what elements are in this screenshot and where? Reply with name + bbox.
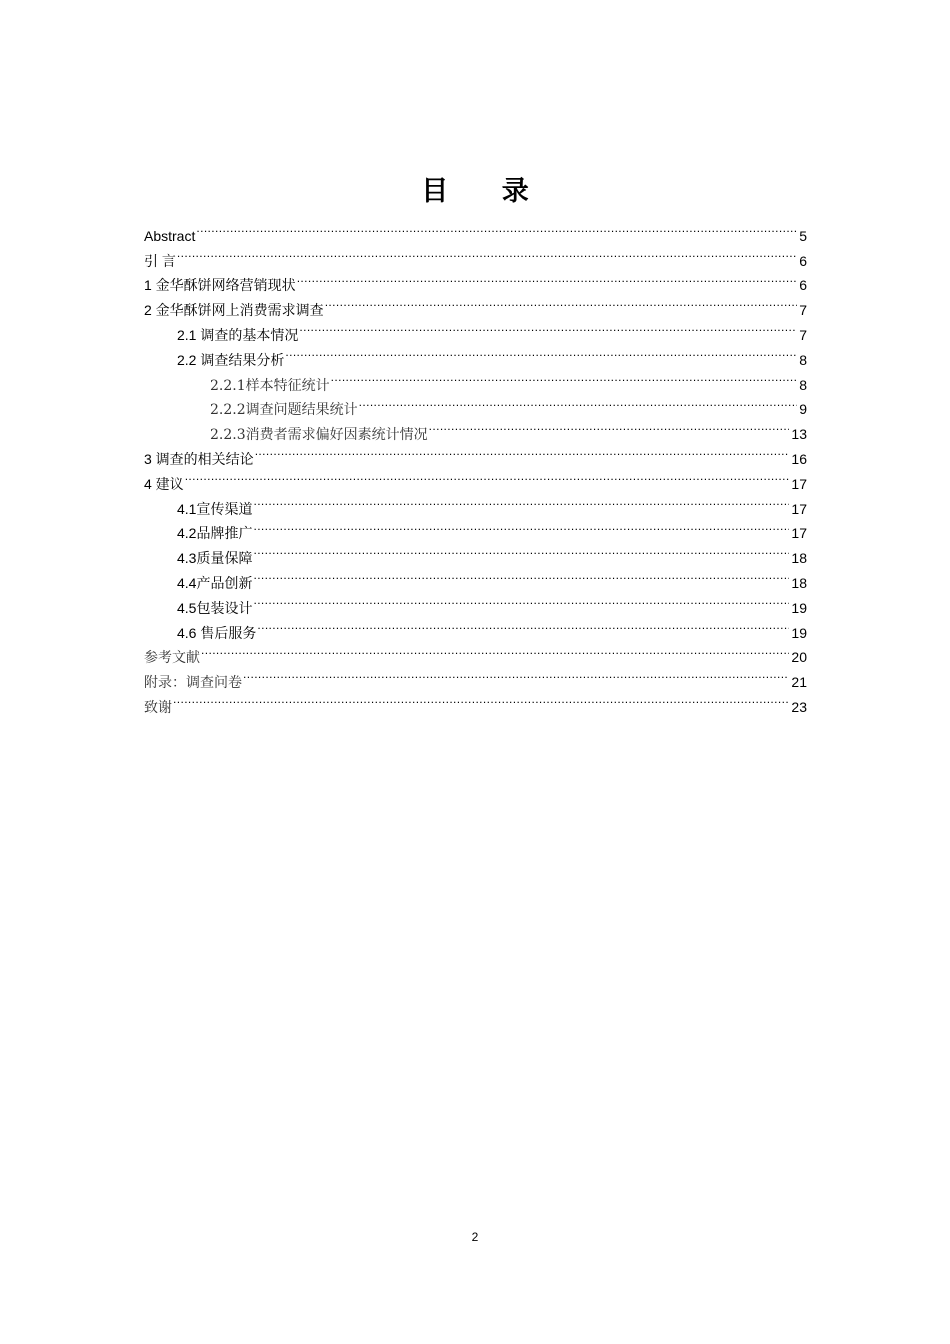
toc-entry-label: 引 言 (144, 252, 176, 269)
toc-entry-page-number: 18 (791, 574, 807, 591)
toc-dot-leader (243, 662, 789, 687)
toc-entry[interactable] (144, 241, 807, 269)
toc-entry-page-number: 6 (799, 252, 807, 269)
toc-entry-page-number: 6 (799, 277, 807, 294)
toc-entry-label: 4.3质量保障 (177, 550, 253, 567)
toc-entry[interactable] (144, 489, 807, 517)
toc-entry-label: 2.2 调查结果分析 (177, 351, 285, 368)
toc-dot-leader (257, 613, 789, 638)
toc-entry-label: 参考文献 (144, 650, 200, 667)
toc-entry-label: 附录：调查问卷 (144, 675, 242, 692)
toc-entry-page-number: 19 (791, 599, 807, 616)
toc-entry-page-number: 17 (791, 525, 807, 542)
toc-dot-leader (285, 340, 797, 365)
toc-entry-label: 2.1 调查的基本情况 (177, 326, 299, 343)
toc-dot-leader (196, 216, 797, 241)
toc-entry-label: 4.6 售后服务 (177, 624, 257, 641)
toc-dot-leader (359, 390, 798, 415)
toc-dot-leader (429, 414, 790, 439)
toc-entry-page-number: 20 (791, 649, 807, 666)
toc-entry-page-number: 18 (791, 550, 807, 567)
toc-entry-page-number: 5 (799, 227, 807, 244)
toc-entry-page-number: 19 (791, 624, 807, 641)
toc-entry-page-number: 13 (791, 426, 807, 443)
toc-entry-label: Abstract (144, 227, 196, 244)
toc-dot-leader (299, 315, 797, 340)
toc-entry-label: 2.2.3消费者需求偏好因素统计情况 (210, 427, 428, 444)
toc-entry[interactable] (144, 216, 807, 244)
toc-dot-leader (173, 687, 789, 712)
toc-entry-label: 4.5包装设计 (177, 599, 253, 616)
toc-entry-page-number: 8 (799, 351, 807, 368)
toc-entry-label: 致谢 (144, 699, 172, 716)
toc-dot-leader (177, 241, 797, 266)
toc-dot-leader (185, 464, 790, 489)
toc-entry-page-number: 8 (799, 376, 807, 393)
toc-entry-page-number: 17 (791, 500, 807, 517)
toc-title: 目 录 (421, 176, 551, 207)
toc-entry-label: 3 调查的相关结论 (144, 450, 254, 467)
toc-entry-label: 4.4产品创新 (177, 574, 253, 591)
toc-entry[interactable] (144, 266, 807, 294)
toc-entry-label: 2.2.2调查问题结果统计 (210, 402, 358, 419)
table-of-contents (144, 216, 807, 716)
toc-entry[interactable] (144, 662, 807, 692)
toc-entry-page-number: 21 (791, 674, 807, 691)
toc-entry-label: 2.2.1样本特征统计 (210, 377, 330, 394)
toc-entry-label: 2 金华酥饼网上消费需求调查 (144, 302, 324, 319)
page-number: 2 (471, 1230, 479, 1244)
toc-entry-page-number: 7 (799, 326, 807, 343)
toc-entry[interactable] (144, 687, 807, 716)
toc-dot-leader (253, 588, 789, 613)
toc-entry-page-number: 17 (791, 475, 807, 492)
toc-dot-leader (253, 514, 789, 539)
toc-dot-leader (201, 638, 789, 663)
toc-entry-label: 4.2品牌推广 (177, 525, 253, 542)
toc-entry-label: 4 建议 (144, 475, 184, 492)
toc-dot-leader (297, 266, 798, 291)
toc-dot-leader (253, 489, 789, 514)
toc-entry-label: 1 金华酥饼网络营销现状 (144, 277, 296, 294)
toc-entry[interactable] (144, 638, 807, 667)
toc-entry-page-number: 9 (799, 401, 807, 418)
toc-dot-leader (253, 538, 789, 563)
toc-dot-leader (331, 365, 798, 390)
toc-entry-page-number: 23 (791, 698, 807, 715)
toc-entry-page-number: 16 (791, 450, 807, 467)
toc-entry-page-number: 7 (799, 302, 807, 319)
toc-dot-leader (255, 439, 790, 464)
toc-entry[interactable] (144, 464, 807, 492)
toc-dot-leader (253, 563, 789, 588)
toc-dot-leader (325, 290, 798, 315)
toc-entry-label: 4.1宣传渠道 (177, 500, 253, 517)
